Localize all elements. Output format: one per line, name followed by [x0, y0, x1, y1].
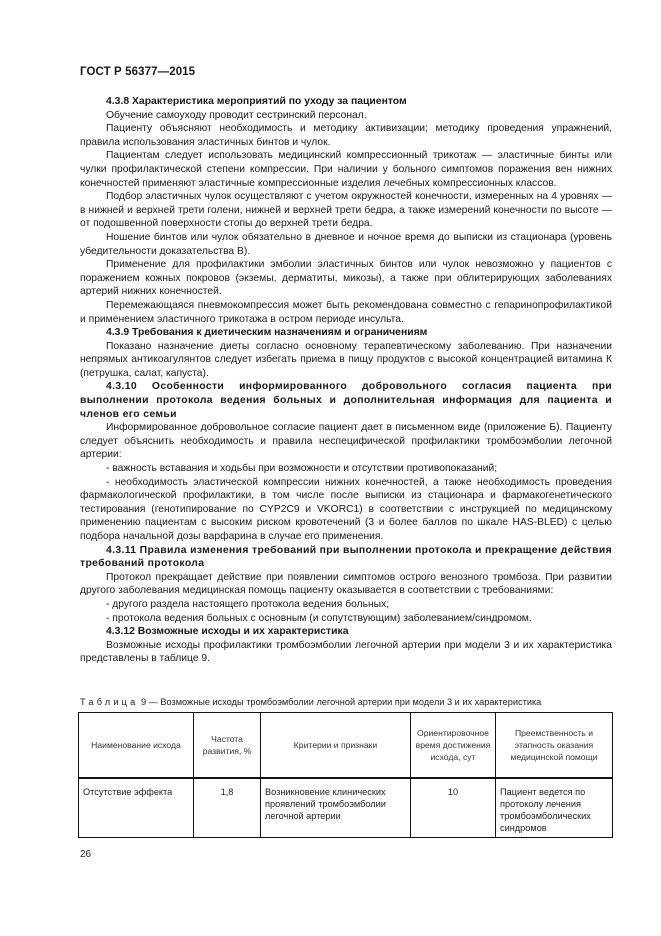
section-heading-4-3-8: 4.3.8 Характеристика мероприятий по уходу за пациентом	[106, 96, 407, 107]
table-header-row	[79, 713, 613, 779]
column-header: Наименование исхода	[79, 713, 194, 779]
list-item: - важность вставания и ходьбы при возможности и отсутствии противопоказаний;	[106, 463, 498, 475]
section-heading-4-3-9: 4.3.9 Требования к диетическим назначениям и ограничениям	[106, 327, 428, 339]
paragraph: Применение для профилактики эмболии эластичных бинтов или чулок невозможно у пациентов с поражением кожных покровов (экземы, дерматиты, микозы), а также при облитерирующих заболеваниях артерий нижних конечностей.	[80, 259, 612, 298]
paragraph: Пациентам следует использовать медицинский компрессионный трикотаж — эластичные бинты или чулки профилактической степени компрессии. При наличии у больного симптомов поражения вен нижних конечностей применяют эластичные компрессионные изделия лечебных компрессионных классов.	[80, 150, 612, 189]
table-caption-text: 9 — Возможные исходы тромбоэмболии легочной артерии при модели 3 и их характеристика	[138, 697, 542, 707]
cell-outcome-name: Отсутствие эффекта	[79, 778, 194, 838]
table-row	[79, 778, 613, 838]
column-header: Преемственность и этапность оказания медицинской помощи	[496, 713, 613, 779]
cell-criteria: Возникновение клинических проявлений тромбоэмболии легочной артерии	[261, 778, 411, 838]
paragraph: Пациенту объясняют необходимость и методику активизации; методику проведения упражнений, правила использования эластичных бинтов и чулок.	[80, 123, 612, 148]
cell-frequency: 1,8	[194, 778, 261, 838]
list-item: - другого раздела настоящего протокола ведения больных;	[106, 598, 390, 610]
paragraph: Информированное добровольное согласие пациент дает в письменном виде (приложение Б). Пациенту следует объяснить необходимость и правила неспецифической профилактики тромбоэмболии легочной артерии:	[80, 422, 612, 461]
column-header: Критерии и признаки	[261, 713, 411, 779]
list-item: - протокола ведения больных с основным (и сопутствующим) заболеванием/синдромом.	[106, 612, 532, 624]
paragraph: Протокол прекращает действие при появлении симптомов острого венозного тромбоза. При развитии другого заболевания медицинская помощь пациенту оказывается в соответствии с требованиями:	[80, 571, 612, 597]
column-header: Ориентировочное время достижения исхода, сут	[411, 713, 496, 779]
document-header: ГОСТ Р 56377—2015	[80, 66, 196, 78]
paragraph: Возможные исходы профилактики тромбоэмболии легочной артерии при модели 3 и их характеристика представлены в таблице 9.	[80, 639, 612, 665]
paragraph: Обучение самоуходу проводит сестринский персонал.	[106, 109, 367, 121]
column-header: Частота развития, %	[194, 713, 261, 779]
cell-time: 10	[411, 778, 496, 838]
document-body	[80, 95, 612, 666]
table-caption	[80, 697, 541, 707]
paragraph: Показано назначение диеты согласно основному терапевтическому заболеванию. При назначении непрямых антикоагулянтов следует избегать приема в пищу продуктов с высокой концентрацией витамина К (петрушка, салат, капуста).	[80, 340, 612, 379]
list-item: - необходимость эластической компрессии нижних конечностей, а также необходимость проведения фармакологической профилактики, в том числе после выписки из стационара и фармакогенетического тестирования (генотипирование по CYP2C9 и VKORC1) в соответствии с инструкцией по медицинскому применению пациентам с высоким риском кровотечений (3 и более баллов по шкале HAS-BLED) с целью подбора начальной дозы варфарина в случае его применения.	[80, 476, 612, 542]
paragraph: Подбор эластичных чулок осуществляют с учетом окружностей конечности, измеренных на 4 уровнях — в нижней и верхней трети голени, нижней и верхней трети бедра, а также измерений конечности по высоте — от подошвенной поверхности стопы до верхней трети бедра.	[80, 191, 612, 230]
outcomes-table	[78, 712, 613, 838]
table-caption-label: Таблица	[80, 697, 139, 707]
section-heading-4-3-11: 4.3.11 Правила изменения требований при выполнении протокола и прекращение действия требований протокола	[80, 544, 613, 570]
page-number: 26	[80, 849, 92, 860]
section-heading-4-3-12: 4.3.12 Возможные исходы и их характеристика	[106, 626, 349, 638]
section-heading-4-3-10: 4.3.10 Особенности информированного добровольного согласия пациента при выполнении протокола ведения больных и дополнительная информация для пациента и членов его семьи	[80, 381, 612, 420]
paragraph: Перемежающаяся пневмокомпрессия может быть рекомендована совместно с гепаринопрофилактикой и применением эластичного трикотажа в остром периоде инсульта.	[80, 299, 612, 325]
cell-continuity: Пациент ведется по протоколу лечения тромбоэмболических синдромов	[496, 778, 613, 838]
paragraph: Ношение бинтов или чулок обязательно в дневное и ночное время до выписки из стационара (уровень убедительности доказательства В).	[80, 231, 612, 257]
